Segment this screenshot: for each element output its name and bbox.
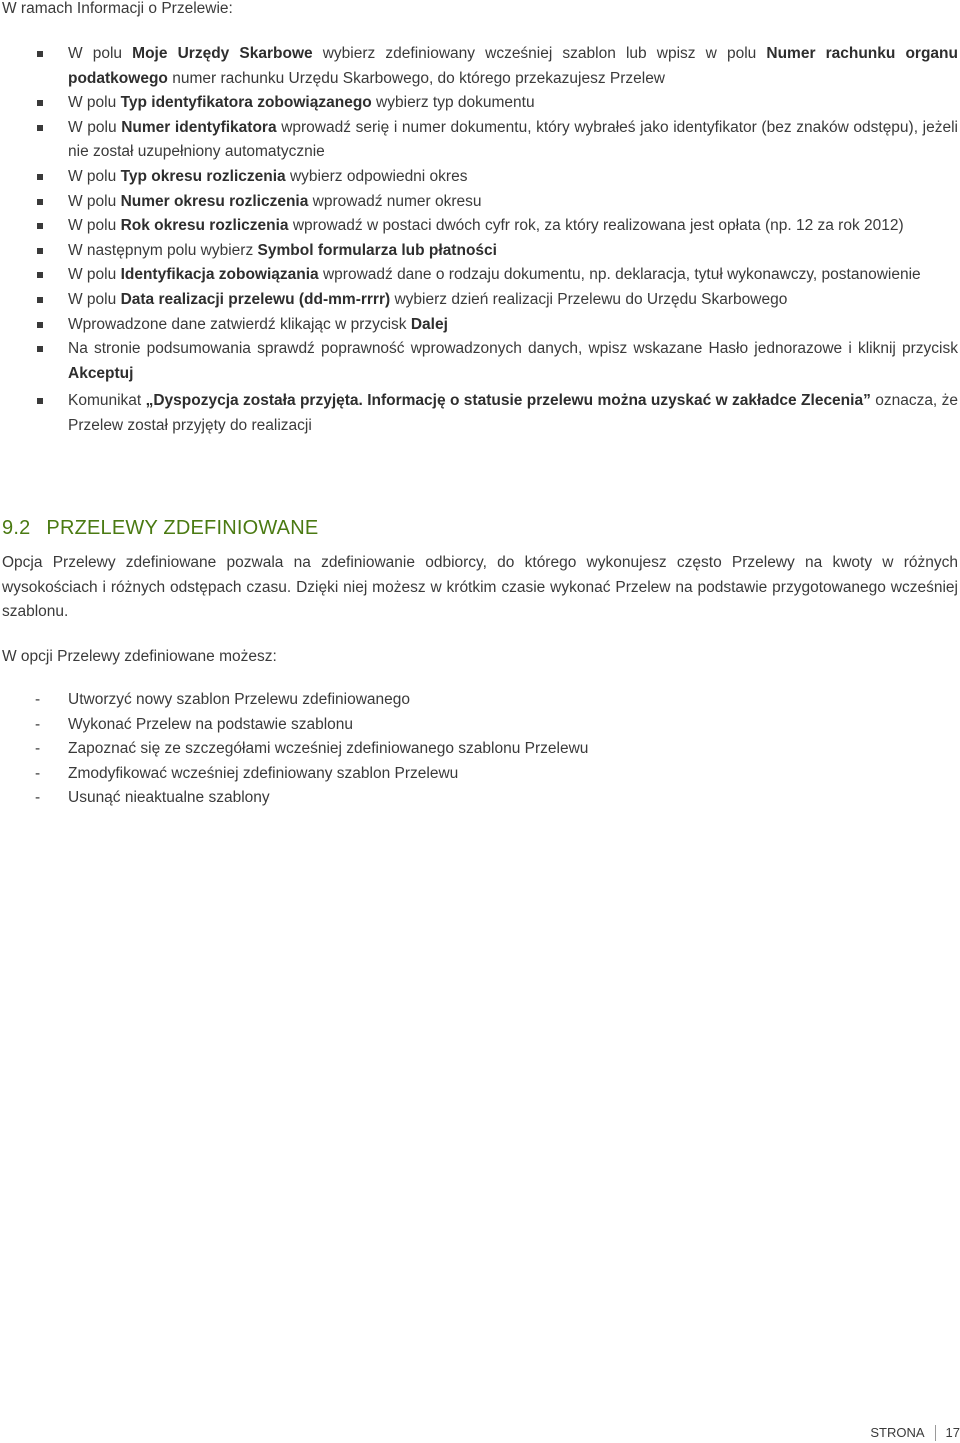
instruction-text: Wprowadzone dane zatwierdź klikając w przycisk — [68, 315, 411, 333]
page-number: 17 — [945, 1425, 960, 1440]
list-item: - Utworzyć nowy szablon Przelewu zdefiniowanego — [68, 688, 948, 713]
field-name: Identyfikacja zobowiązania — [120, 266, 319, 284]
list-item — [68, 116, 958, 165]
instruction-text: W polu — [68, 118, 122, 136]
instruction-text: wybierz zdefiniowany wcześniej szablon lub wpisz w polu — [312, 45, 767, 62]
field-name: Rok okresu rozliczenia — [120, 217, 289, 235]
list-item: - Usunąć nieaktualne szablony — [68, 786, 948, 811]
instruction-text: numer rachunku Urzędu Skarbowego, do którego przekazujesz Przelew — [167, 69, 666, 87]
footer-label: STRONA — [870, 1425, 925, 1440]
instruction-text: wprowadź dane o rodzaju dokumentu, np. deklaracja, tytuł wykonawczy, postanowienie — [318, 266, 921, 284]
instruction-text: Komunikat — [68, 392, 146, 410]
field-name: Data realizacji przelewu (dd-mm-rrrr) — [120, 290, 391, 308]
instruction-text: W następnym polu wybierz — [68, 241, 258, 259]
instruction-text: W polu — [68, 217, 121, 235]
field-name: Dalej — [410, 315, 448, 333]
list-item — [68, 389, 958, 438]
instruction-text: wybierz typ dokumentu — [371, 94, 535, 112]
instruction-text: W polu — [68, 94, 121, 112]
list-item: - Zmodyfikować wcześniej zdefiniowany szablon Przelewu — [68, 762, 948, 787]
section-description: Opcja Przelewy zdefiniowane pozwala na zdefiniowanie odbiorcy, do którego wykonujesz często Przelewy na kwoty w różnych wysokościach i różnych odstępach czasu. Dzięki niej możesz w krótkim czasie wykonać Przelew na podstawie przygotowanego wcześniej szablonu. — [2, 554, 958, 621]
list-item — [68, 288, 958, 313]
field-name: Symbol formularza lub płatności — [257, 241, 497, 259]
section-title: PRZELEWY ZDEFINIOWANE — [46, 517, 319, 539]
section-heading — [2, 516, 318, 540]
list-item: - Wykonać Przelew na podstawie szablonu — [68, 713, 948, 738]
instruction-text: wprowadź w postaci dwóch cyfr rok, za który realizowana jest opłata (np. 12 za rok 2012) — [288, 217, 904, 235]
footer-divider — [935, 1425, 936, 1441]
list-item — [68, 337, 958, 386]
list-item — [68, 313, 958, 338]
options-intro: W opcji Przelewy zdefiniowane możesz: — [2, 648, 277, 665]
instruction-text: W polu — [68, 45, 133, 62]
page-footer — [870, 1424, 960, 1442]
list-item: - Zapoznać się ze szczegółami wcześniej zdefiniowanego szablonu Przelewu — [68, 737, 948, 762]
list-item — [68, 42, 958, 91]
field-name: Moje Urzędy Skarbowe — [132, 45, 313, 62]
instruction-text: wprowadź serię i numer dokumentu, który wybrałeś jako identyfikator (bez znaków odstępu), jeżeli nie został uzupełniony automatycznie — [68, 118, 958, 161]
instruction-text: wprowadź numer okresu — [308, 192, 482, 210]
instruction-text: W polu — [68, 290, 121, 308]
list-item — [68, 239, 958, 264]
instruction-text: wybierz dzień realizacji Przelewu do Urzędu Skarbowego — [390, 290, 788, 308]
intro-text: W ramach Informacji o Przelewie: — [2, 0, 233, 17]
field-name: Numer rachunku organu podatkowego — [68, 45, 958, 87]
field-name: Typ identyfikatora zobowiązanego — [120, 94, 372, 112]
field-name: Numer okresu rozliczenia — [120, 192, 309, 210]
instruction-text: W polu — [68, 266, 121, 284]
field-name: Numer identyfikatora — [121, 118, 277, 136]
instruction-text: W polu — [68, 192, 121, 210]
section-number: 9.2 — [2, 517, 31, 539]
field-name: Typ okresu rozliczenia — [120, 167, 286, 185]
instruction-text: oznacza, że Przelew został przyjęty do realizacji — [68, 392, 958, 434]
list-item — [68, 263, 958, 288]
instruction-text: W polu — [68, 167, 121, 185]
field-name: „Dyspozycja została przyjęta. Informację o statusie przelewu można uzyskać w zakładce Zlecenia” — [145, 392, 871, 410]
list-item — [68, 190, 958, 215]
options-list — [68, 688, 948, 811]
instruction-list — [68, 42, 958, 439]
list-item — [68, 165, 958, 190]
list-item — [68, 91, 958, 116]
instruction-text: wybierz odpowiedni okres — [285, 167, 468, 185]
instruction-text: Na stronie podsumowania sprawdź poprawność wprowadzonych danych, wpisz wskazane Hasło jednorazowe i kliknij przycisk — [68, 340, 958, 358]
list-item — [68, 214, 958, 239]
field-name: Akceptuj — [68, 364, 134, 382]
